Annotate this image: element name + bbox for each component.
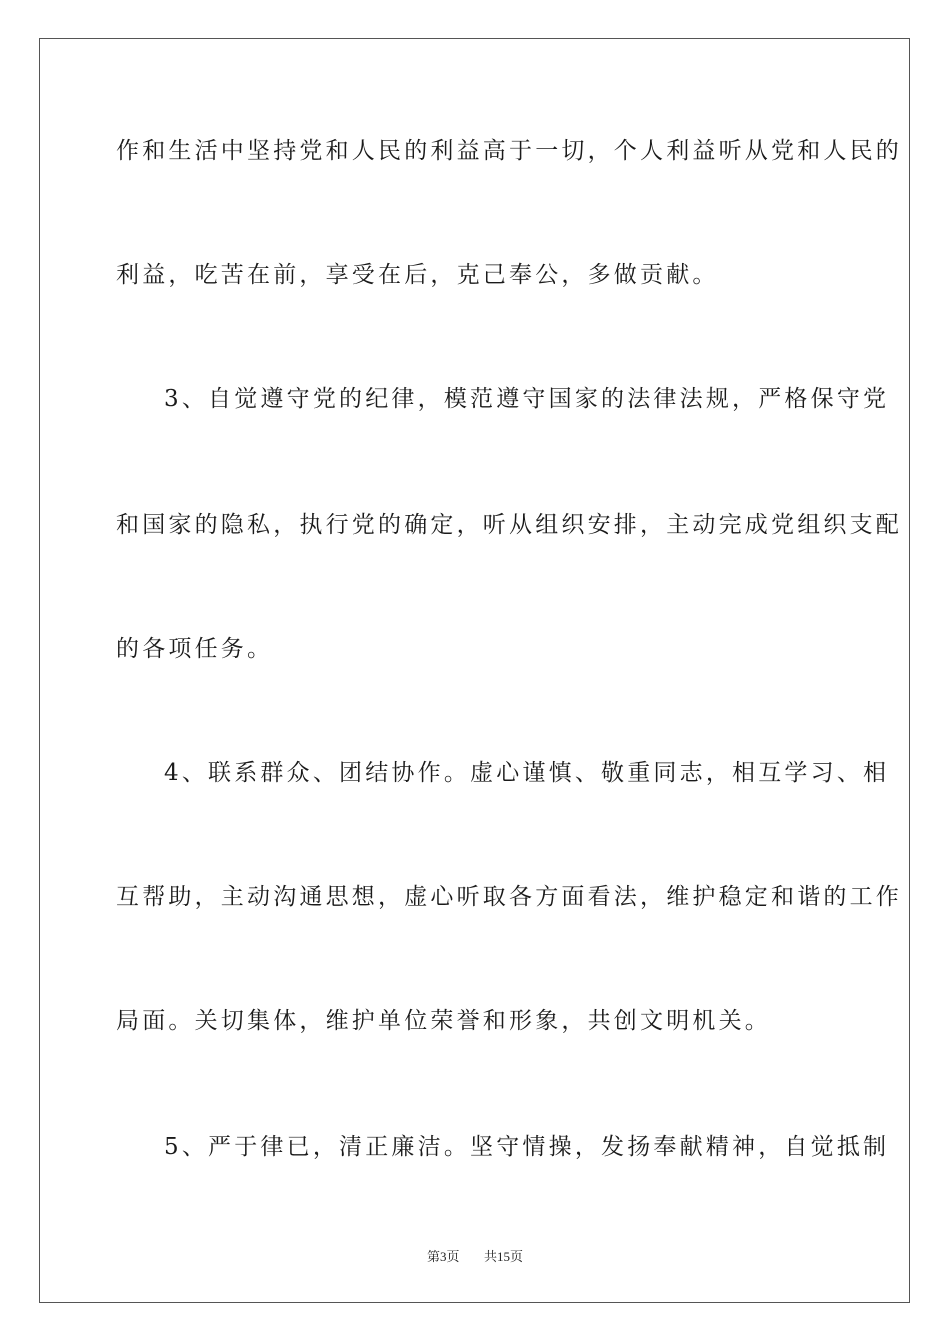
paragraph-line: 利益，吃苦在前，享受在后，克己奉公，多做贡献。 [116,262,719,288]
page-total: 共15页 [484,1249,524,1264]
page-number: 第3页 [426,1249,460,1264]
paragraph-line: 的各项任务。 [116,636,274,662]
paragraph-5-first-line: 5、严于律已，清正廉洁。坚守情操，发扬奉献精神，自觉抵制 [164,1134,890,1160]
page-footer [0,1246,950,1265]
page-border [39,38,910,1303]
paragraph-line: 互帮助，主动沟通思想，虚心听取各方面看法，维护稳定和谐的工作 [116,884,902,910]
paragraph-line: 和国家的隐私，执行党的确定，听从组织安排，主动完成党组织支配 [116,512,902,538]
paragraph-3-first-line: 3、自觉遵守党的纪律，模范遵守国家的法律法规，严格保守党 [164,386,890,412]
paragraph-4-first-line: 4、联系群众、团结协作。虚心谨慎、敬重同志，相互学习、相 [164,760,890,786]
paragraph-line: 局面。关切集体，维护单位荣誉和形象，共创文明机关。 [116,1008,771,1034]
paragraph-line: 作和生活中坚持党和人民的利益高于一切，个人利益听从党和人民的 [116,138,902,164]
